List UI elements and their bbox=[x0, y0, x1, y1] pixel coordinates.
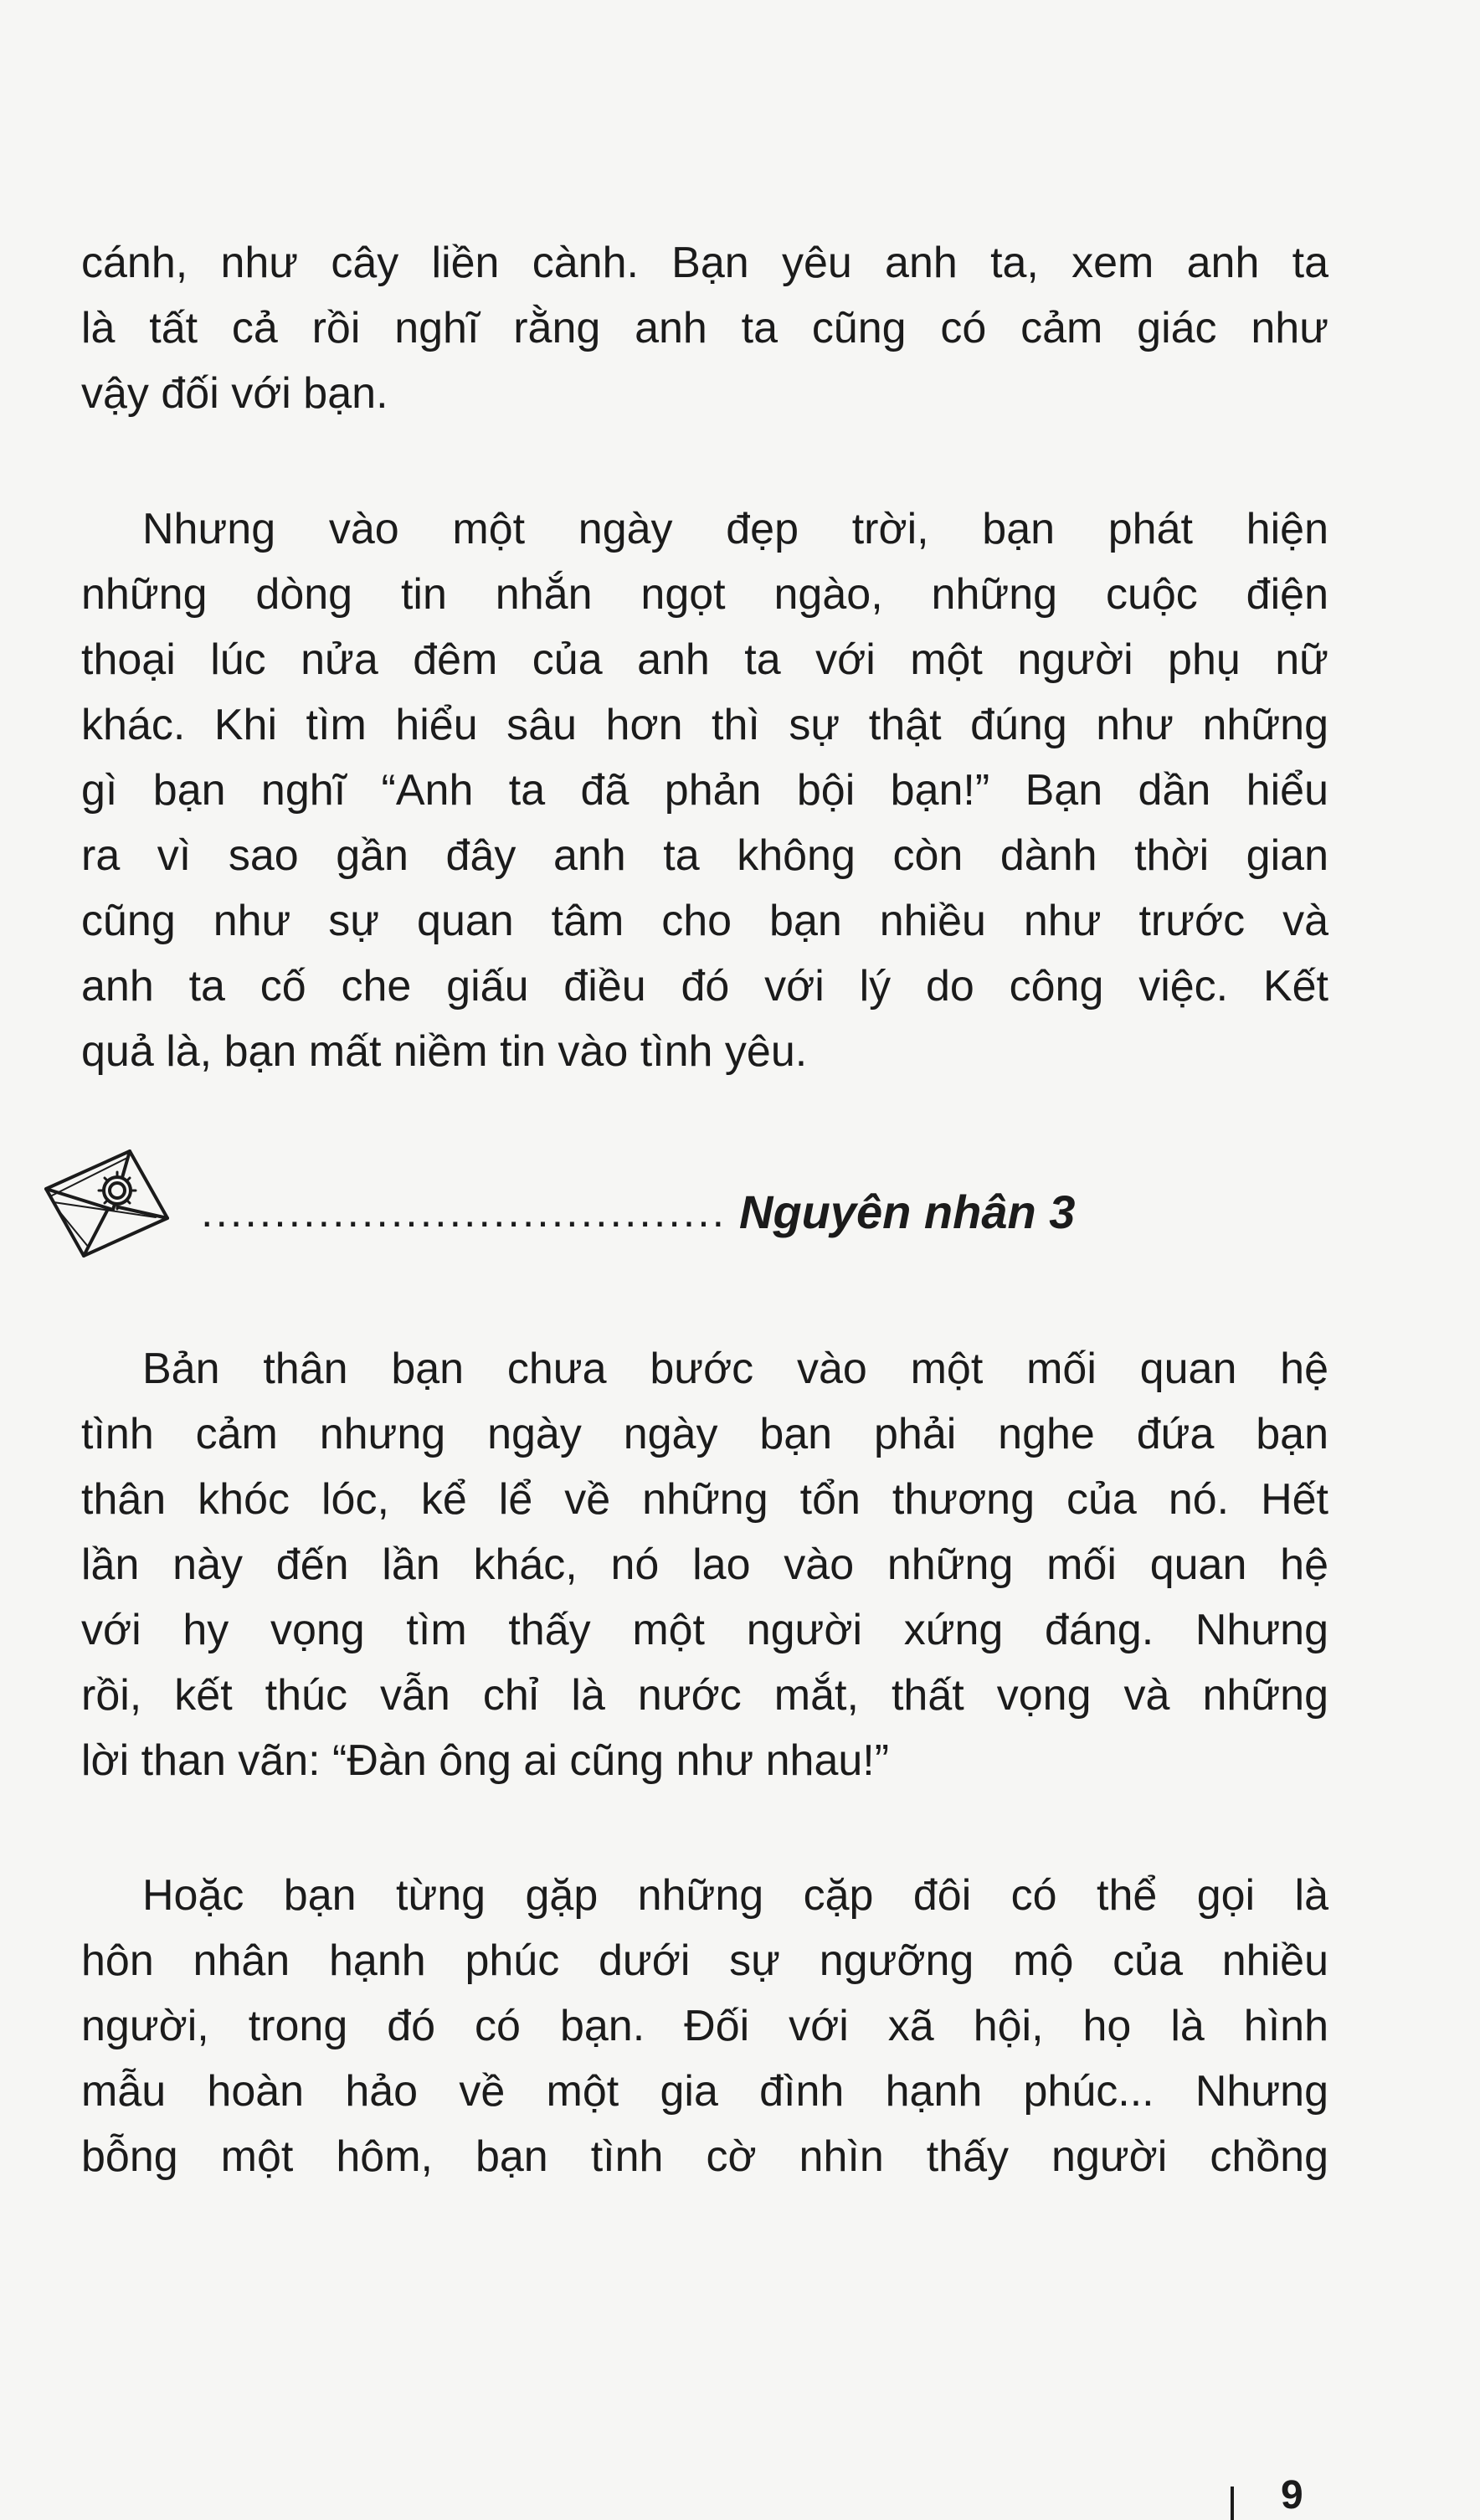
text-line: với hy vọng tìm thấy một người xứng đáng. Nhưng bbox=[81, 1606, 1328, 1654]
text-line: quả là, bạn mất niềm tin vào tình yêu. bbox=[81, 1027, 808, 1076]
text-line: cánh, như cây liền cành. Bạn yêu anh ta, xem anh ta bbox=[81, 239, 1328, 287]
text-line: ra vì sao gần đây anh ta không còn dành thời gian bbox=[81, 831, 1328, 880]
paragraph bbox=[81, 496, 1328, 1084]
text-line: hôn nhân hạnh phúc dưới sự ngưỡng mộ của nhiều bbox=[81, 1936, 1328, 1985]
text-line: lần này đến lần khác, nó lao vào những mối quan hệ bbox=[81, 1540, 1328, 1589]
text-line: mẫu hoàn hảo về một gia đình hạnh phúc... Nhưng bbox=[81, 2067, 1328, 2116]
text-line: Nhưng vào một ngày đẹp trời, bạn phát hiện bbox=[142, 505, 1328, 553]
text-line: cũng như sự quan tâm cho bạn nhiều như trước và bbox=[81, 897, 1328, 945]
footer-divider bbox=[1231, 2487, 1234, 2520]
paragraph bbox=[81, 1863, 1328, 2189]
text-line: Bản thân bạn chưa bước vào một mối quan hệ bbox=[142, 1345, 1328, 1393]
text-line: tình cảm nhưng ngày ngày bạn phải nghe đứa bạn bbox=[81, 1410, 1328, 1458]
text-line: anh ta cố che giấu điều đó với lý do công việc. Kết bbox=[81, 962, 1328, 1011]
text-line: lời than vãn: “Đàn ông ai cũng như nhau!” bbox=[81, 1736, 890, 1785]
text-line: bỗng một hôm, bạn tình cờ nhìn thấy người chồng bbox=[81, 2132, 1328, 2181]
text-line: thoại lúc nửa đêm của anh ta với một người phụ nữ bbox=[81, 635, 1328, 684]
text-line: thân khóc lóc, kể lể về những tổn thương của nó. Hết bbox=[81, 1475, 1328, 1524]
text-line: là tất cả rồi nghĩ rằng anh ta cũng có cảm giác như bbox=[81, 304, 1328, 352]
heading-leader-dots: .................................... bbox=[201, 1188, 727, 1237]
envelope-icon bbox=[33, 1130, 180, 1273]
paragraph bbox=[81, 1336, 1328, 1793]
paragraph-continuation bbox=[81, 230, 1328, 426]
text-line: Hoặc bạn từng gặp những cặp đôi có thể gọi là bbox=[142, 1871, 1328, 1920]
text-line: những dòng tin nhắn ngọt ngào, những cuộc điện bbox=[81, 570, 1328, 619]
section-heading-title: Nguyên nhân 3 bbox=[739, 1185, 1076, 1238]
text-line: người, trong đó có bạn. Đối với xã hội, họ là hình bbox=[81, 2002, 1328, 2050]
text-line: rồi, kết thúc vẫn chỉ là nước mắt, thất vọng và những bbox=[81, 1671, 1328, 1720]
page-number: 9 bbox=[1281, 2473, 1303, 2517]
text-line: gì bạn nghĩ “Anh ta đã phản bội bạn!” Bạn dần hiểu bbox=[81, 766, 1328, 815]
text-line: vậy đối với bạn. bbox=[81, 369, 388, 418]
text-line: khác. Khi tìm hiểu sâu hơn thì sự thật đúng như những bbox=[81, 701, 1328, 749]
